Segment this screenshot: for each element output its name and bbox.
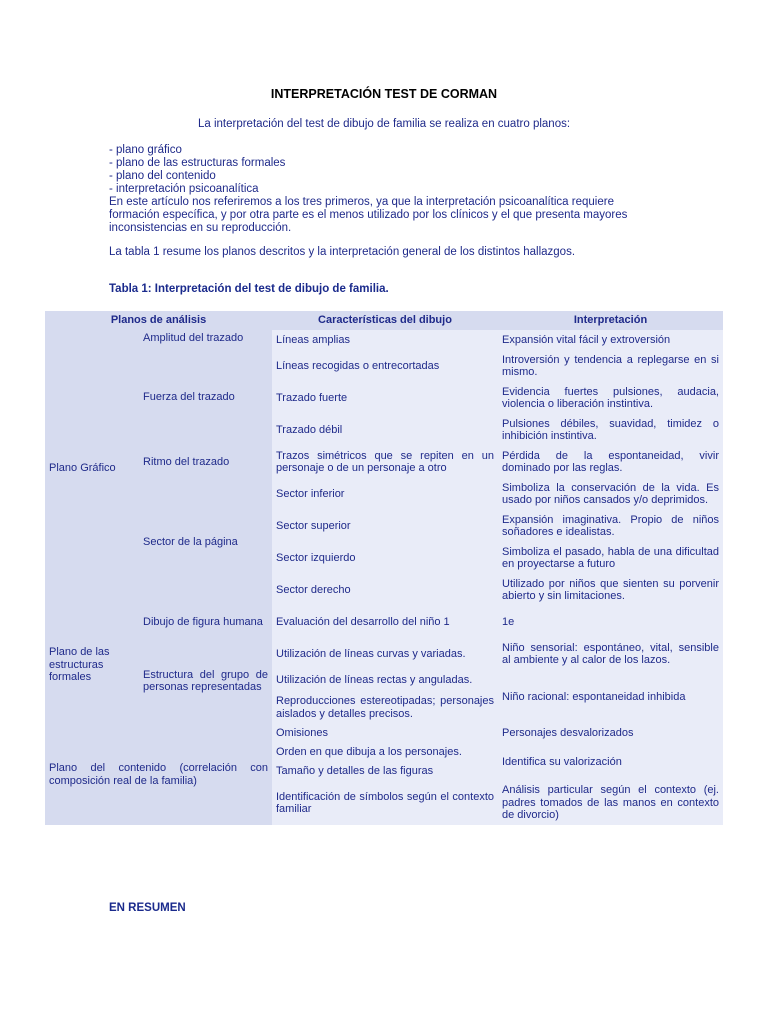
cell-interpretacion: Simboliza la conservación de la vida. Es usado por niños cansados y/o deprimidos.: [498, 478, 723, 510]
cell-caracteristica: Sector superior: [272, 510, 498, 542]
paragraph-2: La tabla 1 resume los planos descritos y la interpretación general de los distintos hallazgos.: [109, 246, 576, 258]
cell-caracteristica: Utilización de líneas curvas y variadas.: [272, 638, 498, 670]
subgroup-amplitud: Amplitud del trazado: [139, 330, 272, 382]
subgroup-ritmo: Ritmo del trazado: [139, 446, 272, 478]
list-item: - plano del contenido: [109, 170, 216, 182]
cell-caracteristica: Orden en que dibuja a los personajes.: [272, 743, 498, 762]
cell-interpretacion: Personajes desvalorizados: [498, 724, 723, 743]
paragraph-1: En este artículo nos referiremos a los tres primeros, ya que la interpretación psicoanalítica requiere formación específica, y por otra parte es el menos utilizado por los clínicos y el que presenta mayores inconsistencias en su reproducción.: [109, 196, 628, 234]
table-header-row: [45, 311, 723, 330]
table-row: [45, 638, 723, 670]
cell-caracteristica: Trazado débil: [272, 414, 498, 446]
cell-interpretacion: Utilizado por niños que sienten su porvenir abierto y sin limitaciones.: [498, 574, 723, 606]
cell-caracteristica: Utilización de líneas rectas y anguladas.: [272, 670, 498, 691]
cell-caracteristica: Tamaño y detalles de las figuras: [272, 762, 498, 781]
list-item: - interpretación psicoanalítica: [109, 183, 259, 195]
summary-heading: EN RESUMEN: [109, 902, 186, 914]
subgroup-estructura: Estructura del grupo de personas representadas: [139, 638, 272, 724]
cell-caracteristica: Sector derecho: [272, 574, 498, 606]
table-caption: Tabla 1: Interpretación del test de dibujo de familia.: [109, 283, 389, 295]
cell-interpretacion: Evidencia fuertes pulsiones, audacia, violencia o liberación instintiva.: [498, 382, 723, 414]
group-plano-grafico: Plano Gráfico: [45, 330, 139, 606]
cell-caracteristica: Líneas recogidas o entrecortadas: [272, 350, 498, 382]
header-interpretacion: Interpretación: [498, 311, 723, 330]
header-planos: Planos de análisis: [45, 311, 272, 330]
interpretation-table: [45, 311, 723, 825]
subgroup-figura: Dibujo de figura humana: [139, 606, 272, 638]
cell-interpretacion: Niño sensorial: espontáneo, vital, sensible al ambiente y al calor de los lazos.: [498, 638, 723, 670]
intro-text: La interpretación del test de dibujo de familia se realiza en cuatro planos:: [197, 118, 571, 130]
cell-caracteristica: Reproducciones estereotipadas; personajes aislados y detalles precisos.: [272, 691, 498, 724]
group-plano-contenido: Plano del contenido (correlación con composición real de la familia): [45, 724, 272, 825]
cell-caracteristica: Trazos simétricos que se repiten en un personaje o de un personaje a otro: [272, 446, 498, 478]
cell-caracteristica: Omisiones: [272, 724, 498, 743]
list-item: - plano gráfico: [109, 144, 182, 156]
cell-interpretacion: Pulsiones débiles, suavidad, timidez o inhibición instintiva.: [498, 414, 723, 446]
cell-interpretacion: Análisis particular según el contexto (ej. padres tomados de las manos en contexto de divorcio): [498, 781, 723, 825]
table-row: [45, 606, 723, 638]
cell-caracteristica: Evaluación del desarrollo del niño 1: [272, 606, 498, 638]
cell-interpretacion: 1e: [498, 606, 723, 638]
table-row: [45, 724, 723, 743]
cell-caracteristica: Sector inferior: [272, 478, 498, 510]
group-plano-estructuras: Plano de las estructuras formales: [45, 606, 139, 724]
subgroup-fuerza: Fuerza del trazado: [139, 382, 272, 446]
table-row: [45, 382, 723, 414]
planes-list: [109, 144, 649, 196]
table-row: [45, 330, 723, 350]
table-row: [45, 478, 723, 510]
cell-caracteristica: Líneas amplias: [272, 330, 498, 350]
list-item: - plano de las estructuras formales: [109, 157, 286, 169]
cell-interpretacion: Expansión imaginativa. Propio de niños soñadores e idealistas.: [498, 510, 723, 542]
cell-caracteristica: Trazado fuerte: [272, 382, 498, 414]
table-row: [45, 446, 723, 478]
document-title: INTERPRETACIÓN TEST DE CORMAN: [270, 87, 498, 101]
cell-interpretacion: Simboliza el pasado, habla de una dificultad en proyectarse a futuro: [498, 542, 723, 574]
header-caracteristicas: Características del dibujo: [272, 311, 498, 330]
cell-interpretacion: Niño racional: espontaneidad inhibida: [498, 670, 723, 724]
subgroup-sector: Sector de la página: [139, 478, 272, 606]
cell-interpretacion: Pérdida de la espontaneidad, vivir dominado por las reglas.: [498, 446, 723, 478]
cell-interpretacion: Identifica su valorización: [498, 743, 723, 781]
cell-caracteristica: Identificación de símbolos según el contexto familiar: [272, 781, 498, 825]
cell-interpretacion: Introversión y tendencia a replegarse en si mismo.: [498, 350, 723, 382]
cell-caracteristica: Sector izquierdo: [272, 542, 498, 574]
cell-interpretacion: Expansión vital fácil y extroversión: [498, 330, 723, 350]
